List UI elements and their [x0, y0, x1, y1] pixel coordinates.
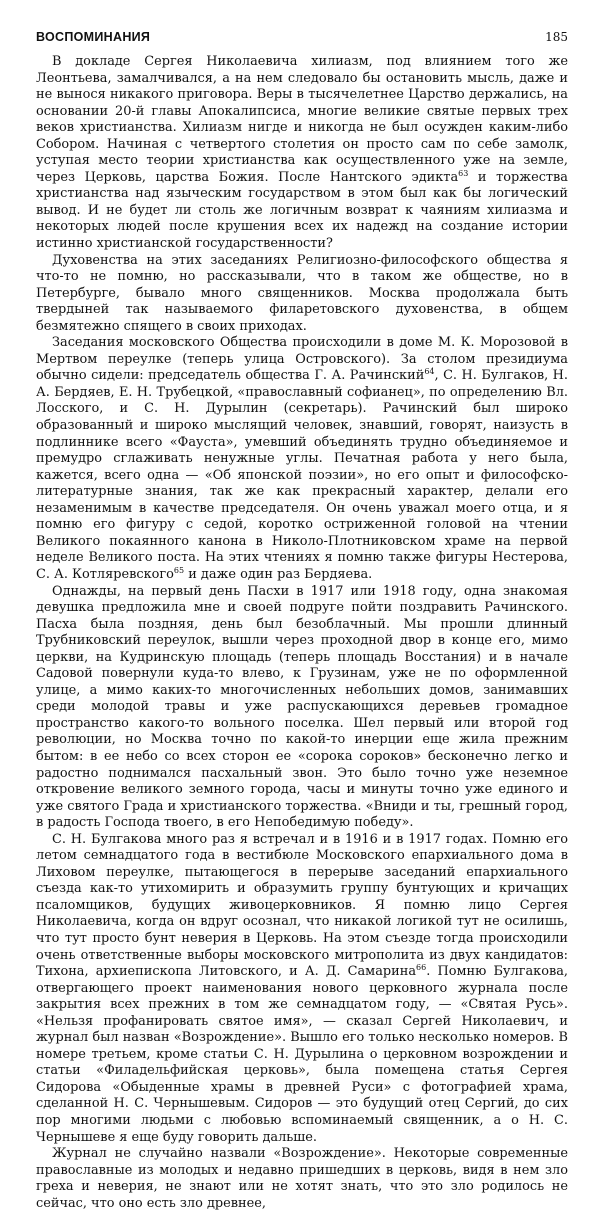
text-run: С. Н. Булгакова много раз я встречал и в 1916 и в 1917 годах. Помню его летом семнадцатого года в вестибюле Московского епархиального дома в Лиховом переулке, пытающегося в перерыве заседаний епархиального съезда как-то утихомирить и образумить группу бунтующих и кричащих псаломщиков, будущих живоцерковников. Я помню лицо Сергея Николаевича, когда он вдруг осознал, что никакой логикой тут не осилишь, что тут просто бунт неверия в Церковь. На этом съезде тогда происходили очень ответственные выборы московского митрополита из двух кандидатов: Тихона, архиепископа Литовского, и А. Д. Самарина	[36, 831, 568, 980]
paragraph	[36, 335, 568, 583]
footnote-ref[interactable]: 64	[424, 367, 435, 377]
text-run: Однажды, на первый день Пасхи в 1917 или 1918 году, одна знакомая девушка предложила мне и своей подруге пойти поздравить Рачинского. Пасха была поздняя, день был безоблачный. Мы прошли длинный Трубниковский переулок, вышли через проходной двор в конце его, мимо церкви, на Кудринскую площадь (теперь площадь Восстания) и в начале Садовой повернули куда-то влево, к Грузинам, уже не по оформленной улице, а мимо каких-то многочисленных небольших домов, занимавших среди молодой травы и уже распускающихся деревьев громадное пространство какого-то вольного поселка. Шел первый или второй год революции, но Москва точно по какой-то инерции еще жила прежним бытом: в ее небо со всех сторон ее «сорока сороков» бесконечно легко и радостно поднимался пасхальный звон. Это было точно уже неземное откровение великого земного города, часы и минуты точно уже единого и уже святого Града и христианского торжества. «Вниди и ты, грешный город, в радость Господа твоего, в его Непобедимую победу».	[36, 583, 568, 831]
body-text	[36, 54, 568, 1212]
running-title: ВОСПОМИНАНИЯ	[36, 30, 151, 44]
paragraph	[36, 1146, 568, 1212]
text-run: Заседания московского Общества происходили в доме М. К. Морозовой в Мертвом переулке (теперь улица Островского). За столом президиума обычно сидели: председатель общества Г. А. Рачинский	[36, 335, 568, 384]
footnote-ref[interactable]: 63	[458, 168, 469, 178]
paragraph	[36, 54, 568, 253]
text-run: . Помню Булгакова, отвергающего проект наименования нового церковного журнала после закрытия всех прежних в том же семнадцатом году, — «Святая Русь». «Нельзя профанировать святое имя», — сказал Сергей Николаевич, и журнал был назван «Возрождение». Вышло его только несколько номеров. В номере третьем, кроме статьи С. Н. Дурылина о церковном возрождении и статьи «Филадельфийская церковь», была помещена статья Сергея Сидорова «Обыденные храмы в древней Руси» с фотографией храма, сделанной Н. С. Чернышевым. Сидоров — это будущий отец Сергий, до сих пор многими людьми с любовью вспоминаемый священник, а о Н. С. Чернышеве я еще буду говорить дальше.	[36, 964, 568, 1145]
paragraph	[36, 832, 568, 1146]
footnote-ref[interactable]: 65	[173, 565, 185, 575]
text-run: и даже один раз Бердяева.	[184, 566, 373, 582]
text-run: и торжества христианства над языческим государством в этом был как бы логический вывод. И не будет ли столь же логичным возврат к чаяниям хилиазма и некоторых людей после крушения всех их надежд на создание истории истинно христианской государственности?	[36, 169, 568, 252]
text-run: , С. Н. Булгаков, Н. А. Бердяев, Е. Н. Трубецкой, «православный софианец», по определению Вл. Лосского, и С. Н. Дурылин (секретарь). Рачинский был широко образованный и широко мыслящий человек, знавший, говорят, наизусть в подлиннике всего «Фауста», умевший объединять трудно объединяемое и премудро сглаживать ненужные углы. Печатная работа у него была, кажется, всего одна — «Об японской поэзии», но его опыт и философско-литературные знания, так же как прекрасный характер, делали его незаменимым в качестве председателя. Он очень уважал моего отца, и я помню его фигуру с седой, коротко остриженной головой на чтении Великого покаянного канона в Николо-Плотниковском храме на первой неделе Великого поста. На этих чтениях я помню также фигуры Нестерова, С. А. Котляревского	[36, 368, 568, 582]
footnote-ref[interactable]: 66	[416, 963, 427, 973]
paragraph	[36, 584, 568, 832]
text-run: Журнал не случайно назвали «Возрождение». Некоторые современные православные из молодых и недавно пришедших в церковь, видя в нем зло греха и неверия, не знают или не хотят знать, что это зло родилось не сейчас, что оно есть зло древнее,	[36, 1146, 568, 1211]
text-run: Духовенства на этих заседаниях Религиозно-философского общества я что-то не помню, но рассказывали, что в таком же обществе, но в Петербурге, бывало много священников. Москва продолжала быть твердыней так называемого филаретовского духовенства, в общем безмятежно спящего в своих приходах.	[36, 252, 568, 334]
page-header	[36, 30, 568, 44]
paragraph	[36, 253, 568, 336]
text-run: В докладе Сергея Николаевича хилиазм, под влиянием того же Леонтьева, замалчивался, а на нем следовало бы остановить мысль, даже и не вынося никакого приговора. Веры в тысячелетнее Царство держались, на основании 20-й главы Апокалипсиса, многие великие святые первых трех веков христианства. Хилиазм нигде и никогда не был осужден каким-либо Собором. Начиная с четвертого столетия он просто сам по себе замолк, уступая место теории христианства как осуществленного уже на земле, через Церковь, царства Божия. После Нантского эдикта	[36, 54, 568, 185]
page-number: 185	[545, 30, 568, 44]
